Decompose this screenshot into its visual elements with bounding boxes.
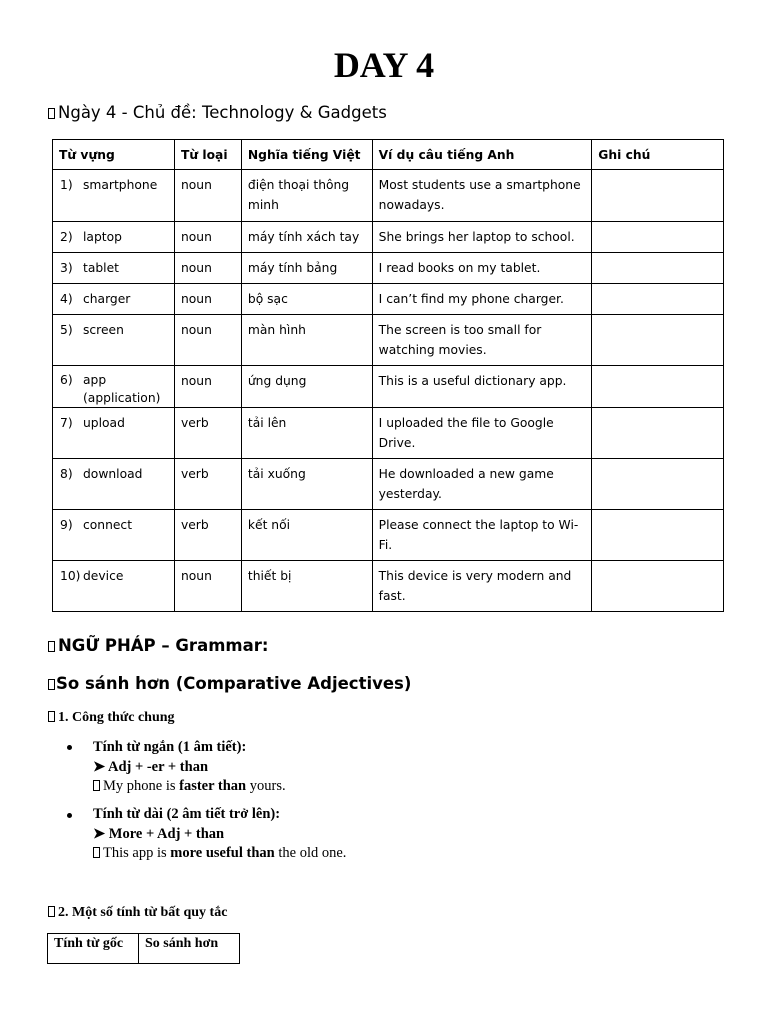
cell-note	[592, 222, 724, 253]
word-text: upload	[83, 416, 125, 430]
cell-meaning: ứng dụng	[241, 366, 372, 408]
missing-glyph-icon	[48, 906, 55, 917]
word-text: connect	[83, 518, 133, 532]
cell-type: noun	[174, 170, 241, 222]
cell-word	[53, 366, 175, 408]
rule-label: Tính từ dài (2 âm tiết trở lên):	[93, 806, 281, 822]
row-number: 10)	[60, 569, 81, 583]
table-row	[53, 253, 724, 284]
word-text: tablet	[83, 261, 119, 275]
table-row	[53, 284, 724, 315]
rule-example	[93, 844, 346, 864]
cell-example: This device is very modern and fast.	[372, 561, 592, 612]
missing-glyph-icon	[48, 641, 55, 652]
row-number: 4)	[60, 292, 73, 306]
missing-glyph-icon	[48, 711, 55, 722]
table-row	[53, 366, 724, 408]
cell-meaning: thiết bị	[241, 561, 372, 612]
example-text: yours.	[246, 778, 286, 794]
cell-word	[53, 561, 175, 612]
missing-glyph-icon	[93, 780, 100, 791]
table-row	[53, 459, 724, 510]
missing-glyph-icon	[48, 108, 55, 119]
header-example: Ví dụ câu tiếng Anh	[372, 140, 592, 170]
header-type: Từ loại	[174, 140, 241, 170]
cell-example: I read books on my tablet.	[372, 253, 592, 284]
row-number: 2)	[60, 230, 73, 244]
cell-word	[53, 253, 175, 284]
grammar-heading-text: NGỮ PHÁP – Grammar:	[58, 636, 269, 655]
topic-text: Ngày 4 - Chủ đề: Technology & Gadgets	[58, 103, 387, 122]
cell-example: Most students use a smartphone nowadays.	[372, 170, 592, 222]
table-row	[53, 170, 724, 222]
cell-word	[53, 315, 175, 366]
cell-word	[53, 408, 175, 459]
table-row	[53, 222, 724, 253]
grammar-heading	[48, 635, 268, 657]
cell-type: noun	[174, 315, 241, 366]
word-text: download	[83, 467, 143, 481]
cell-note	[592, 408, 724, 459]
section2-title-text: 2. Một số tính từ bất quy tắc	[58, 905, 228, 920]
cell-type: noun	[174, 222, 241, 253]
example-bold: more useful than	[170, 845, 275, 861]
cell-meaning: điện thoại thông minh	[241, 170, 372, 222]
word-text: device	[83, 569, 124, 583]
table-header-row	[53, 140, 724, 170]
word-text: laptop	[83, 230, 122, 244]
word-text: screen	[83, 323, 124, 337]
header-comparative: So sánh hơn	[139, 934, 240, 964]
cell-type: noun	[174, 366, 241, 408]
header-word: Từ vựng	[53, 140, 175, 170]
row-number: 1)	[60, 178, 73, 192]
cell-note	[592, 561, 724, 612]
cell-meaning: kết nối	[241, 510, 372, 561]
cell-type: verb	[174, 510, 241, 561]
cell-example: He downloaded a new game yesterday.	[372, 459, 592, 510]
table-row	[53, 561, 724, 612]
vocabulary-table	[52, 139, 724, 612]
section1-title	[48, 709, 175, 727]
example-text: This app is	[103, 845, 171, 861]
cell-note	[592, 366, 724, 408]
rule-formula: ➤ Adj + -er + than	[93, 758, 209, 775]
missing-glyph-icon	[48, 679, 55, 690]
table-row	[53, 510, 724, 561]
table-header-row	[48, 934, 240, 964]
word-text: app (application)	[83, 373, 161, 405]
rule-label: Tính từ ngắn (1 âm tiết):	[93, 739, 247, 755]
word-text: charger	[83, 292, 131, 306]
cell-word	[53, 222, 175, 253]
example-text: the old one.	[274, 845, 347, 861]
cell-type: noun	[174, 284, 241, 315]
example-bold: faster than	[179, 778, 247, 794]
cell-example: She brings her laptop to school.	[372, 222, 592, 253]
irregular-adjectives-table	[47, 933, 240, 964]
header-note: Ghi chú	[592, 140, 724, 170]
cell-meaning: bộ sạc	[241, 284, 372, 315]
cell-note	[592, 253, 724, 284]
row-number: 3)	[60, 261, 73, 275]
cell-example: This is a useful dictionary app.	[372, 366, 592, 408]
cell-note	[592, 315, 724, 366]
cell-type: noun	[174, 561, 241, 612]
row-number: 9)	[60, 518, 73, 532]
header-base-adjective: Tính từ gốc	[48, 934, 139, 964]
section1-title-text: 1. Công thức chung	[58, 710, 175, 725]
table-row	[53, 408, 724, 459]
cell-word	[53, 284, 175, 315]
cell-note	[592, 170, 724, 222]
cell-type: verb	[174, 408, 241, 459]
missing-glyph-icon	[93, 847, 100, 858]
cell-note	[592, 284, 724, 315]
grammar-subheading	[48, 673, 411, 695]
cell-meaning: tải lên	[241, 408, 372, 459]
cell-meaning: máy tính xách tay	[241, 222, 372, 253]
rule-example	[93, 777, 286, 797]
cell-word	[53, 459, 175, 510]
row-number: 8)	[60, 467, 73, 481]
row-number: 7)	[60, 416, 73, 430]
grammar-subheading-text: So sánh hơn (Comparative Adjectives)	[56, 674, 412, 693]
row-number: 5)	[60, 323, 73, 337]
cell-meaning: tải xuống	[241, 459, 372, 510]
table-row	[53, 315, 724, 366]
cell-note	[592, 459, 724, 510]
cell-meaning: máy tính bảng	[241, 253, 372, 284]
cell-example: I can’t find my phone charger.	[372, 284, 592, 315]
header-meaning: Nghĩa tiếng Việt	[241, 140, 372, 170]
topic-heading	[48, 102, 387, 124]
page-title: DAY 4	[333, 45, 435, 85]
row-number: 6)	[60, 373, 73, 387]
cell-example: I uploaded the file to Google Drive.	[372, 408, 592, 459]
cell-word	[53, 510, 175, 561]
cell-example: Please connect the laptop to Wi-Fi.	[372, 510, 592, 561]
cell-type: noun	[174, 253, 241, 284]
rule-long-adjective	[93, 805, 346, 864]
section2-title	[48, 904, 227, 922]
cell-example: The screen is too small for watching movies.	[372, 315, 592, 366]
word-text: smartphone	[83, 178, 158, 192]
cell-word	[53, 170, 175, 222]
bullet-dot	[67, 813, 72, 818]
rule-formula: ➤ More + Adj + than	[93, 825, 225, 842]
cell-note	[592, 510, 724, 561]
cell-type: verb	[174, 459, 241, 510]
cell-meaning: màn hình	[241, 315, 372, 366]
example-text: My phone is	[103, 778, 180, 794]
rule-short-adjective	[93, 738, 286, 797]
bullet-dot	[67, 745, 72, 750]
